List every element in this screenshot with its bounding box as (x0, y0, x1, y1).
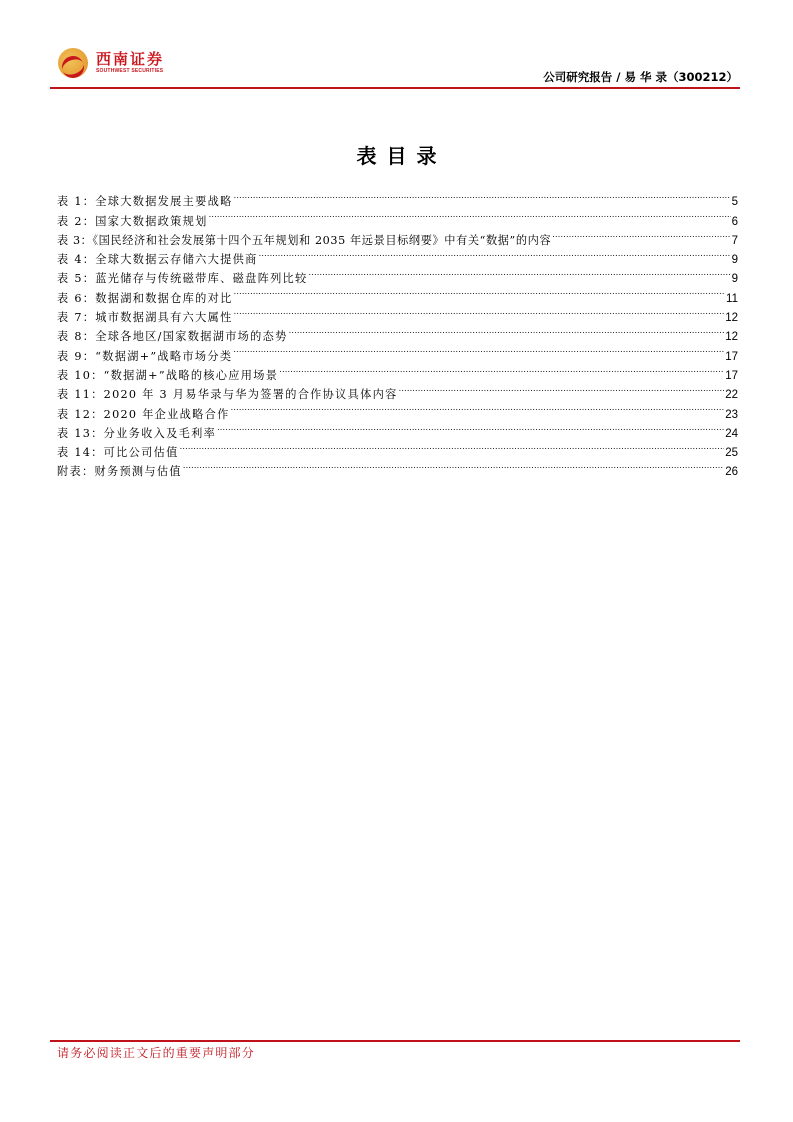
toc-item-label: 附表：财务预测与估值 (57, 465, 182, 479)
page-header (50, 45, 740, 89)
toc-item-label: 表 13：分业务收入及毛利率 (57, 426, 217, 440)
toc-item-page: 25 (725, 447, 738, 460)
toc-item-label: 表 3：《国民经济和社会发展第十四个五年规划和 2035 年远景目标纲要》中有关“数据”的内容 (57, 233, 552, 247)
company-logo (58, 48, 164, 78)
logo-text (96, 51, 164, 75)
toc-leader-dots (259, 244, 731, 263)
toc-leader-dots (289, 321, 725, 340)
toc-leader-dots (233, 340, 724, 359)
footer-divider (50, 1040, 740, 1042)
toc-item-label: 表 8：全球各地区/国家数据湖市场的态势 (57, 330, 288, 344)
toc-leader-dots (234, 282, 725, 301)
toc-item-page: 22 (725, 389, 738, 402)
toc-item-label: 表 10：“数据湖+”战略的核心应用场景 (57, 368, 279, 382)
toc-item-label: 表 7：城市数据湖具有六大属性 (57, 311, 233, 325)
toc-item-label: 表 1：全球大数据发展主要战略 (57, 195, 233, 209)
footer-disclaimer: 请务必阅读正文后的重要声明部分 (57, 1046, 256, 1060)
toc-item-page: 12 (725, 312, 738, 325)
toc-item-page: 5 (731, 196, 738, 209)
toc-item-page: 9 (731, 273, 738, 286)
toc-item-page: 11 (726, 292, 738, 305)
toc-item-page: 26 (725, 466, 738, 479)
table-of-tables (57, 186, 738, 479)
toc-item-label: 表 14：可比公司估值 (57, 446, 179, 460)
toc-item-label: 表 4：全球大数据云存储六大提供商 (57, 253, 258, 267)
toc-item-page: 9 (731, 254, 738, 267)
toc-leader-dots (183, 456, 724, 475)
toc-item-page: 7 (731, 234, 738, 247)
toc-item-page: 17 (725, 350, 738, 363)
toc-leader-dots (552, 225, 730, 244)
toc-leader-dots (399, 379, 725, 398)
toc-item-page: 17 (725, 369, 738, 382)
toc-leader-dots (231, 398, 725, 417)
toc-leader-dots (309, 263, 731, 282)
toc-item-label: 表 6：数据湖和数据仓库的对比 (57, 291, 233, 305)
toc-item-label: 表 5：蓝光储存与传统磁带库、磁盘阵列比较 (57, 272, 308, 286)
toc-leader-dots (217, 418, 724, 437)
report-info: 公司研究报告 / 易 华 录（300212） (543, 70, 738, 84)
header-divider (50, 87, 740, 89)
toc-leader-dots (234, 186, 731, 205)
company-logo-icon (58, 48, 88, 78)
toc-item-page: 24 (725, 427, 738, 440)
toc-item-page: 23 (725, 408, 738, 421)
toc-item-label: 表 9：“数据湖+”战略市场分类 (57, 349, 233, 363)
logo-name-cn: 西南证券 (96, 50, 165, 68)
toc-leader-dots (279, 360, 724, 379)
toc-item-label: 表 12：2020 年企业战略合作 (57, 407, 230, 421)
page-title: 表目录 (356, 144, 447, 168)
toc-leader-dots (234, 302, 725, 321)
toc-item-label: 表 11：2020 年 3 月易华录与华为签署的合作协议具体内容 (57, 388, 398, 402)
logo-name-en: SOUTHWEST SECURITIES (96, 68, 164, 74)
toc-item[interactable] (57, 186, 738, 209)
toc-leader-dots (209, 205, 731, 224)
toc-item-page: 6 (731, 215, 738, 228)
toc-leader-dots (180, 437, 725, 456)
toc-item-label: 表 2：国家大数据政策规划 (57, 214, 208, 228)
toc-item-page: 12 (725, 331, 738, 344)
